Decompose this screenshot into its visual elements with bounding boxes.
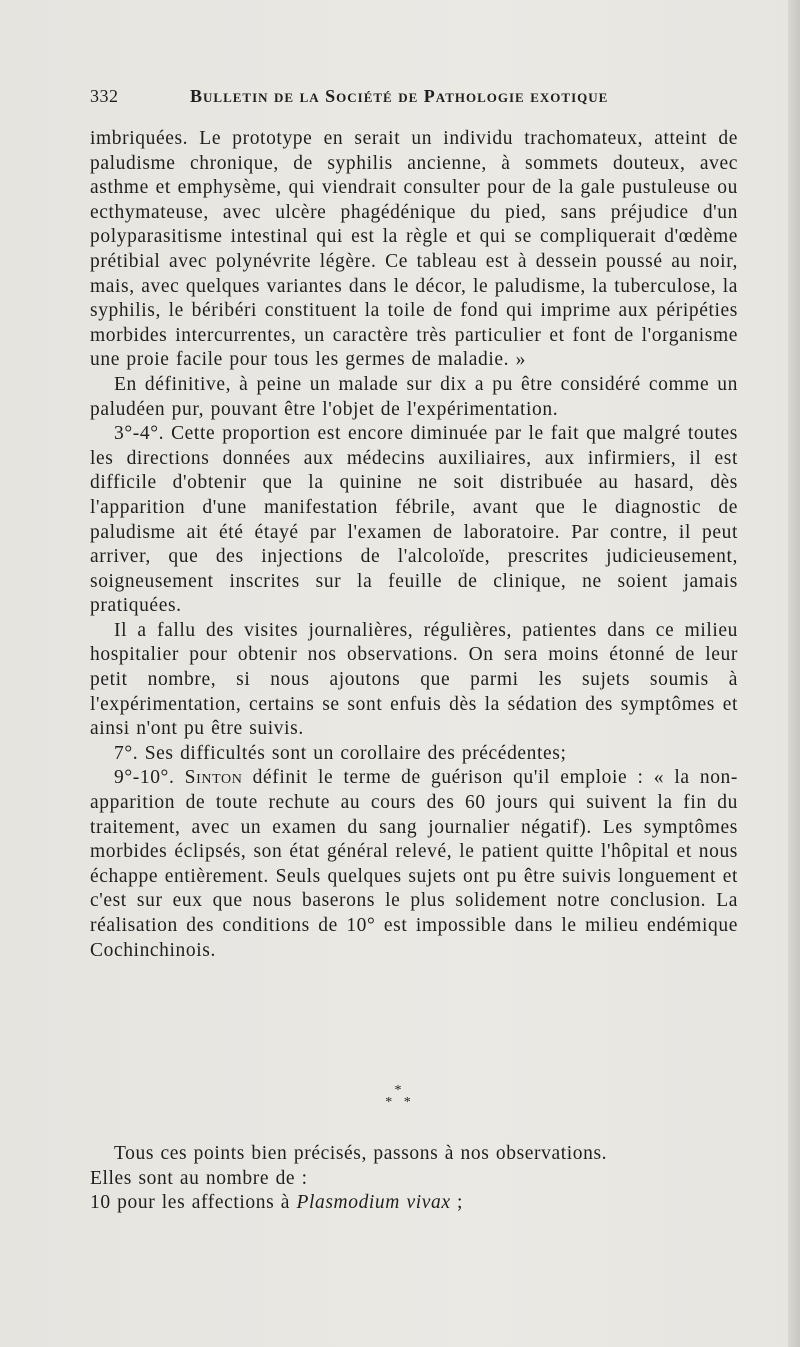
closing-line-1: Tous ces points bien précisés, passons à nos observations. (114, 1143, 608, 1164)
closing-text (90, 1142, 738, 1216)
closing-line-3-prefix: 10 pour les affections à (90, 1192, 297, 1214)
paragraph-lead: 7°. (114, 742, 139, 764)
paragraph-3 (90, 422, 738, 619)
body-text (90, 127, 738, 963)
paragraph-4 (90, 619, 738, 742)
closing-line-3 (90, 1191, 738, 1216)
running-title: Bulletin de la Société de Pathologie exotique (190, 86, 609, 106)
running-header (90, 86, 740, 110)
paragraph-5 (90, 742, 738, 767)
closing-line-2: Elles sont au nombre de : (90, 1167, 308, 1189)
paragraph-2 (90, 373, 738, 422)
separator-stars-bottom: * * (385, 1095, 415, 1110)
page-number: 332 (90, 86, 119, 106)
section-separator (370, 1085, 430, 1109)
paragraph-lead: 3°-4°. (114, 423, 165, 445)
paragraph-text: Cette proportion est encore diminuée par le fait que malgré toutes les directions données aux médecins auxiliaires, aux infirmiers, il est difficile d'obtenir que la quinine ne soit distribuée au hasard, dès l'apparition d'une manifestation fébrile, avant que le diagnostic de paludisme ait été étayé par l'examen de laboratoire. Par contre, il peut arriver, que des injections de l'alcoloïde, prescrites judicieusement, soigneusement inscrites sur la feuille de clinique, ne soient jamais pratiquées. (90, 423, 738, 617)
paragraph-6 (90, 766, 738, 963)
separator-star-top: * (394, 1083, 406, 1098)
species-name: Plasmodium vivax (296, 1192, 451, 1214)
paragraph-lead: 9°-10°. (114, 767, 175, 789)
page-spine-shadow (788, 0, 800, 1347)
paragraph-text: En définitive, à peine un malade sur dix a pu être considéré comme un paludéen pur, pouvant être l'objet de l'expérimentation. (90, 373, 738, 420)
paragraph-text: Ses difficultés sont un corollaire des précédentes; (138, 742, 567, 764)
author-name: Sinton (184, 767, 243, 789)
paragraph-text: définit le terme de guérison qu'il emploie : « la non-apparition de toute rechute au cours des 60 jours qui suivent la fin du traitement, avec un examen du sang journalier négatif). Les symptômes morbides éclipsés, son état général relevé, le patient quitte l'hôpital et nous échappe entièrement. Seuls quelques sujets ont pu être suivis longuement et c'est sur eux que nous baserons le plus solidement notre conclusion. La réalisation des conditions de 10° est impossible dans le milieu endémique Cochinchinois. (90, 767, 738, 961)
paragraph-text: imbriquées. Le prototype en serait un individu trachomateux, atteint de paludisme chronique, de syphilis ancienne, à sommets douteux, avec asthme et emphysème, qui viendrait consulter pour de la gale pustuleuse ou ecthymateuse, avec ulcère phagédénique du pied, sans préjudice d'un polyparasitisme intestinal qui est la règle et qui se compliquerait d'œdème prétibial avec polynévrite légère. Ce tableau est à dessein poussé au noir, mais, avec quelques variantes dans le décor, le paludisme, la tuberculose, la syphilis, le béribéri constituent la toile de fond qui imprime aux péripéties morbides intercurrentes, un caractère très particulier et font de l'organisme une proie facile pour tous les germes de maladie. » (90, 128, 738, 371)
closing-line-3-suffix: ; (450, 1192, 464, 1214)
paragraph-1 (90, 127, 738, 373)
paragraph-text: Il a fallu des visites journalières, régulières, patientes dans ce milieu hospitalier pour obtenir nos observations. On sera moins étonné de leur petit nombre, si nous ajoutons que parmi les sujets soumis à l'expérimentation, certains se sont enfuis dès la sédation des symptômes et ainsi n'ont pu être suivis. (90, 619, 738, 740)
